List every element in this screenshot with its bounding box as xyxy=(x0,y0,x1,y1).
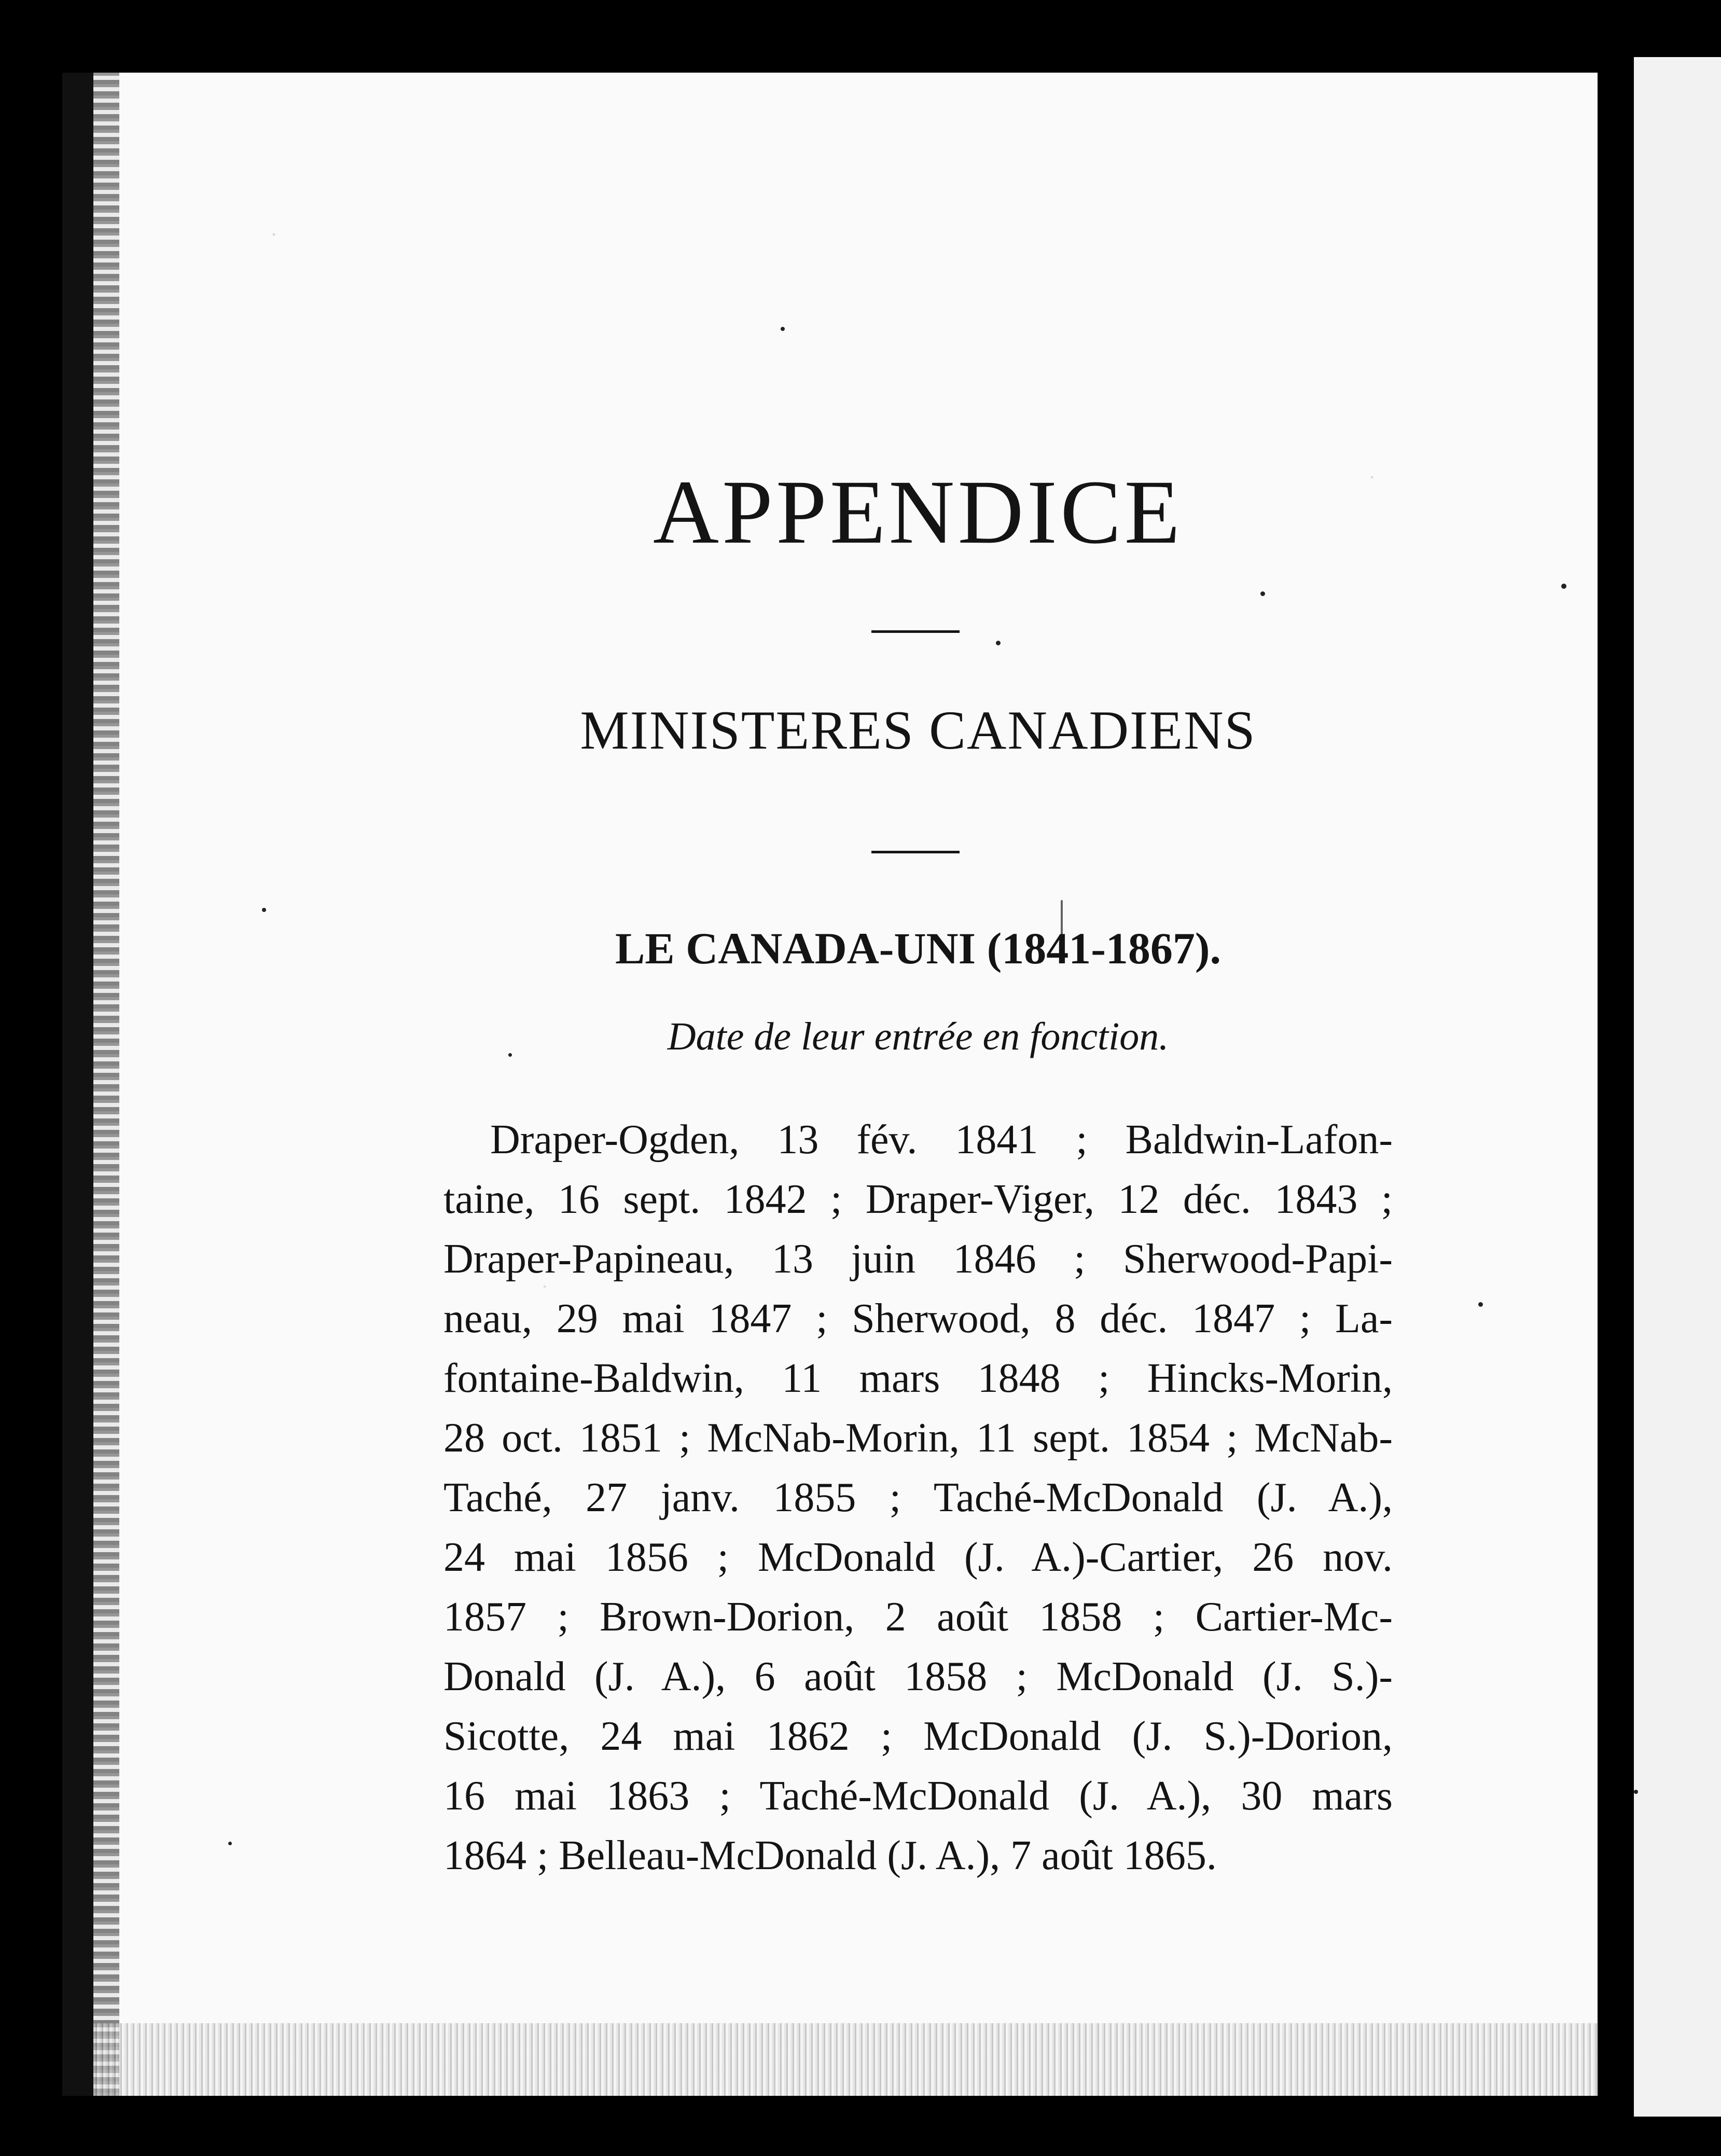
paragraph-line: taine, 16 sept. 1842 ; Draper-Viger, 12 déc. 1843 ; xyxy=(443,1177,1393,1222)
paragraph-line: neau, 29 mai 1847 ; Sherwood, 8 déc. 1847 ; La- xyxy=(443,1296,1393,1342)
paragraph-line: 16 mai 1863 ; Taché-McDonald (J. A.), 30 mars xyxy=(443,1773,1393,1819)
paragraph-line: Draper-Ogden, 13 fév. 1841 ; Baldwin-Lafon- xyxy=(490,1117,1393,1163)
ministries-paragraph xyxy=(443,1110,1393,1886)
paragraph-line: Draper-Papineau, 13 juin 1846 ; Sherwood-Papi- xyxy=(443,1236,1393,1282)
section-heading xyxy=(443,923,1393,973)
paragraph-line: 28 oct. 1851 ; McNab-Morin, 11 sept. 1854 ; McNab- xyxy=(443,1415,1393,1461)
page-binding-edge xyxy=(93,73,119,2096)
scan-speck xyxy=(228,1842,232,1845)
section-years: (1841-1867). xyxy=(987,923,1222,973)
section-name: LE CANADA-UNI xyxy=(615,923,976,973)
scan-speck xyxy=(1478,1302,1483,1307)
paragraph-line: fontaine-Baldwin, 11 mars 1848 ; Hincks-Morin, xyxy=(443,1356,1393,1401)
page-title: APPENDICE xyxy=(653,462,1184,563)
paragraph-line: 1864 ; Belleau-McDonald (J. A.), 7 août 1865. xyxy=(443,1833,1217,1878)
dates-note: Date de leur entrée en fonction. xyxy=(667,1015,1169,1058)
facing-page-edge xyxy=(1613,57,1721,2117)
paragraph-line: Taché, 27 janv. 1855 ; Taché-McDonald (J. A.), xyxy=(443,1475,1393,1521)
paragraph-line: 24 mai 1856 ; McDonald (J. A.)-Cartier, 26 nov. xyxy=(443,1535,1393,1580)
paragraph-line: 1857 ; Brown-Dorion, 2 août 1858 ; Cartier-Mc- xyxy=(443,1594,1393,1640)
scan-speck xyxy=(996,641,1001,645)
scan-speck xyxy=(781,327,785,331)
page-subtitle: MINISTERES CANADIENS xyxy=(580,700,1256,761)
page-bottom-edge xyxy=(93,2023,1598,2096)
scan-speck xyxy=(1561,584,1566,589)
paragraph-line: Sicotte, 24 mai 1862 ; McDonald (J. S.)-Dorion, xyxy=(443,1713,1393,1759)
scan-speck xyxy=(1260,591,1265,596)
scan-speck xyxy=(262,908,266,912)
title-rule xyxy=(871,630,960,633)
paragraph-line: Donald (J. A.), 6 août 1858 ; McDonald (J. S.)- xyxy=(443,1654,1393,1699)
scan-speck xyxy=(1634,1790,1638,1794)
subtitle-rule xyxy=(871,851,960,853)
